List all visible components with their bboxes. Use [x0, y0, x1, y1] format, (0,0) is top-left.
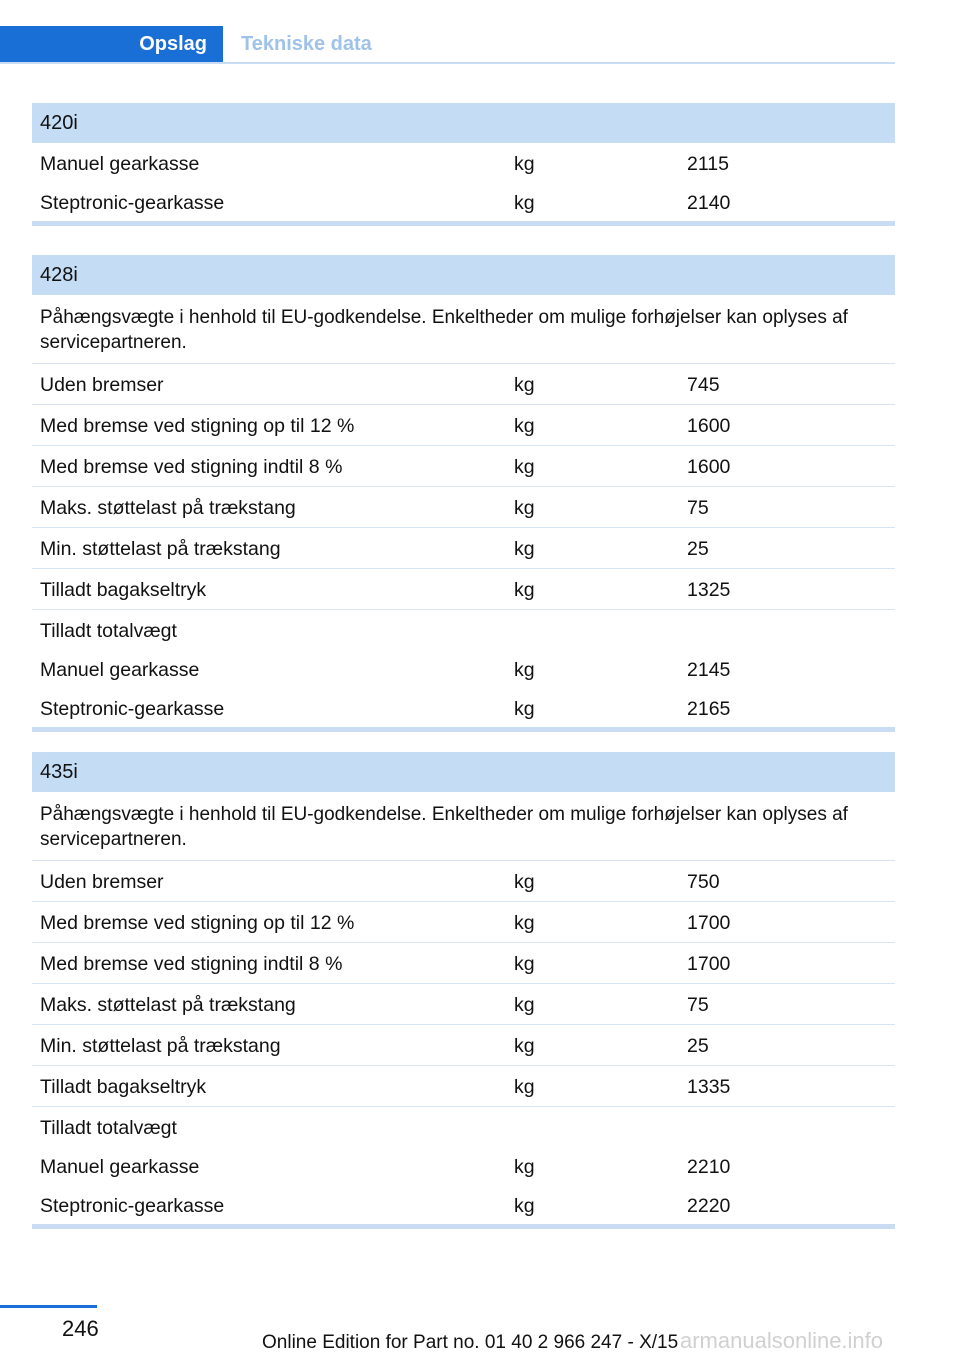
section-note: Påhængsvægte i henhold til EU-godkendelse. Enkeltheder om mulige forhøjelser kan oplyses af servicepartneren. — [32, 295, 895, 364]
row-value: 2165 — [687, 698, 731, 720]
row-label: Uden bremser — [40, 871, 164, 893]
row-label: Tilladt totalvægt — [40, 620, 177, 642]
row-value: 1700 — [687, 912, 731, 934]
edition-text: Online Edition for Part no. 01 40 2 966 247 - X/15 — [262, 1332, 679, 1353]
row-label: Tilladt bagakseltryk — [40, 579, 207, 601]
section-420i — [32, 103, 895, 226]
row-value: 2145 — [687, 659, 731, 681]
table-row — [32, 182, 895, 221]
row-unit: kg — [514, 953, 535, 975]
row-value: 2115 — [687, 153, 729, 175]
row-label: Tilladt totalvægt — [40, 1117, 177, 1139]
row-value: 2220 — [687, 1195, 731, 1217]
row-label: Maks. støttelast på trækstang — [40, 497, 296, 519]
row-unit: kg — [514, 374, 535, 396]
table-row — [32, 649, 895, 688]
row-label: Steptronic-gearkasse — [40, 698, 225, 720]
row-value: 750 — [687, 871, 720, 893]
row-value: 75 — [687, 497, 709, 519]
row-value: 75 — [687, 994, 709, 1016]
section-title: 428i — [32, 255, 895, 295]
row-unit: kg — [514, 871, 535, 893]
table-row — [32, 984, 895, 1025]
section-title: 420i — [32, 103, 895, 143]
table-row — [32, 528, 895, 569]
row-label: Tilladt bagakseltryk — [40, 1076, 207, 1098]
row-label: Med bremse ved stigning indtil 8 % — [40, 953, 343, 975]
table-row — [32, 487, 895, 528]
row-unit: kg — [514, 698, 535, 720]
row-value: 1600 — [687, 415, 731, 437]
row-value: 1600 — [687, 456, 731, 478]
row-label: Manuel gearkasse — [40, 1156, 200, 1178]
table-row — [32, 1025, 895, 1066]
row-unit: kg — [514, 1156, 535, 1178]
row-unit: kg — [514, 659, 535, 681]
row-label: Manuel gearkasse — [40, 153, 200, 175]
table-row — [32, 943, 895, 984]
row-value: 745 — [687, 374, 720, 396]
row-label: Min. støttelast på trækstang — [40, 1035, 281, 1057]
row-label: Med bremse ved stigning op til 12 % — [40, 415, 355, 437]
row-unit: kg — [514, 456, 535, 478]
row-value: 25 — [687, 1035, 709, 1057]
table-row — [32, 405, 895, 446]
row-value: 1325 — [687, 579, 731, 601]
row-label: Med bremse ved stigning op til 12 % — [40, 912, 355, 934]
table-row — [32, 143, 895, 182]
row-label: Maks. støttelast på trækstang — [40, 994, 296, 1016]
row-value: 1700 — [687, 953, 731, 975]
footer-accent-line — [0, 1305, 97, 1308]
row-value: 2210 — [687, 1156, 731, 1178]
row-value: 25 — [687, 538, 709, 560]
row-unit: kg — [514, 153, 535, 175]
table-row — [32, 1185, 895, 1224]
row-unit: kg — [514, 1076, 535, 1098]
section-428i — [32, 255, 895, 732]
tab-tekniske-data[interactable]: Tekniske data — [241, 32, 372, 55]
row-value: 2140 — [687, 192, 731, 214]
row-unit: kg — [514, 579, 535, 601]
row-label: Uden bremser — [40, 374, 164, 396]
row-label: Manuel gearkasse — [40, 659, 200, 681]
table-row — [32, 364, 895, 405]
row-value: 1335 — [687, 1076, 731, 1098]
table-row — [32, 902, 895, 943]
row-unit: kg — [514, 192, 535, 214]
row-unit: kg — [514, 1195, 535, 1217]
row-label: Steptronic-gearkasse — [40, 1195, 225, 1217]
table-row — [32, 1146, 895, 1185]
watermark: armanualsonline.info — [680, 1328, 884, 1353]
row-unit: kg — [514, 415, 535, 437]
table-row — [32, 610, 895, 649]
table-row — [32, 446, 895, 487]
row-label: Med bremse ved stigning indtil 8 % — [40, 456, 343, 478]
row-unit: kg — [514, 912, 535, 934]
table-row — [32, 861, 895, 902]
row-unit: kg — [514, 538, 535, 560]
tab-opslag[interactable]: Opslag — [0, 26, 223, 62]
page-number: 246 — [62, 1316, 99, 1341]
table-row — [32, 1066, 895, 1107]
table-row — [32, 1107, 895, 1146]
section-title: 435i — [32, 752, 895, 792]
row-unit: kg — [514, 1035, 535, 1057]
row-unit: kg — [514, 497, 535, 519]
header-bar — [0, 26, 895, 64]
table-row — [32, 688, 895, 727]
section-note: Påhængsvægte i henhold til EU-godkendelse. Enkeltheder om mulige forhøjelser kan oplyses af servicepartneren. — [32, 792, 895, 861]
row-label: Steptronic-gearkasse — [40, 192, 225, 214]
section-435i — [32, 752, 895, 1229]
row-label: Min. støttelast på trækstang — [40, 538, 281, 560]
row-unit: kg — [514, 994, 535, 1016]
table-row — [32, 569, 895, 610]
